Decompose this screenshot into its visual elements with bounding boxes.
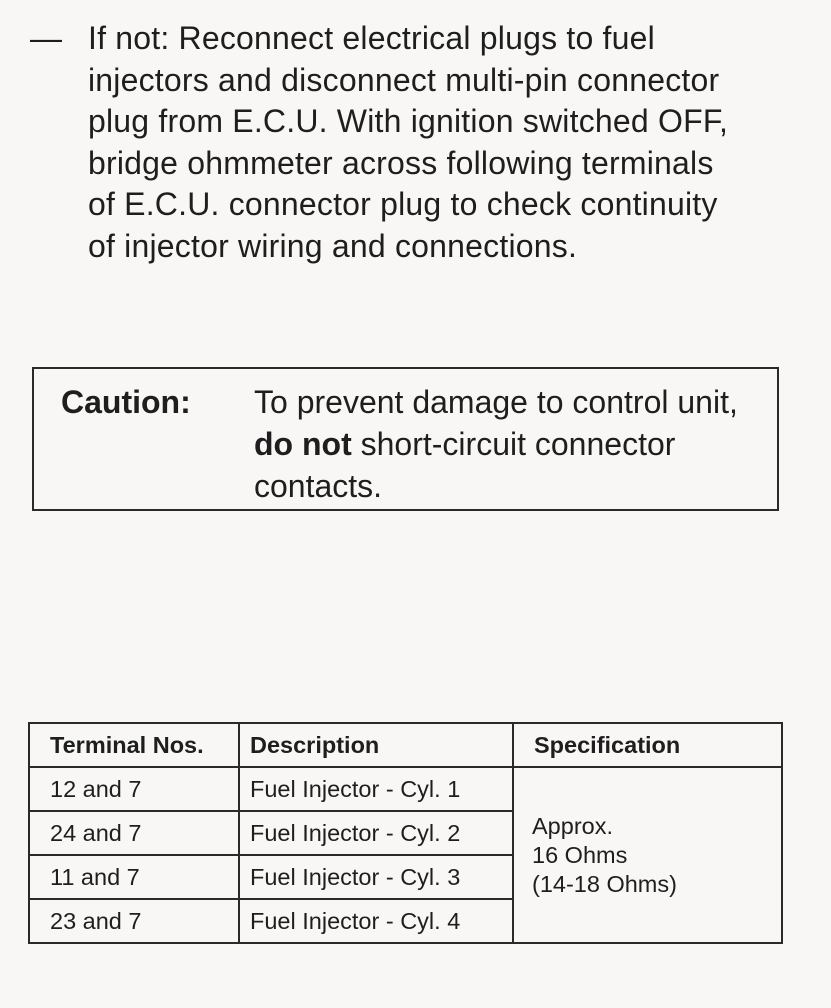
- caution-box: [32, 367, 779, 511]
- caution-line-2-rest: short-circuit connector: [351, 426, 676, 462]
- terminal-cell: 24 and 7: [29, 811, 239, 855]
- spec-line: (14-18 Ohms): [532, 870, 677, 897]
- header-terminal-nos: Terminal Nos.: [29, 723, 239, 767]
- specification-cell: [513, 767, 782, 943]
- terminal-cell: 11 and 7: [29, 855, 239, 899]
- caution-label: Caution:: [61, 384, 191, 420]
- instruction-line: If not: Reconnect electrical plugs to fuel: [88, 20, 655, 56]
- terminal-spec-table: [28, 722, 783, 944]
- table-header-row: [29, 723, 782, 767]
- terminal-cell: 23 and 7: [29, 899, 239, 943]
- instruction-line: injectors and disconnect multi-pin connector: [88, 61, 720, 98]
- instruction-text: [88, 18, 800, 267]
- caution-text: [254, 381, 777, 509]
- spec-line: 16 Ohms: [532, 841, 628, 868]
- description-cell: Fuel Injector - Cyl. 1: [239, 767, 513, 811]
- caution-line-2: [254, 423, 777, 465]
- instruction-step: [30, 18, 800, 267]
- instruction-line: of injector wiring and connections.: [88, 227, 578, 264]
- table-row: [29, 767, 782, 811]
- description-cell: Fuel Injector - Cyl. 3: [239, 855, 513, 899]
- header-specification: Specification: [513, 723, 782, 767]
- spec-line: Approx.: [532, 812, 613, 839]
- caution-line-3: contacts.: [254, 468, 383, 504]
- instruction-line: bridge ohmmeter across following terminals: [88, 144, 714, 181]
- description-cell: Fuel Injector - Cyl. 4: [239, 899, 513, 943]
- header-description: Description: [239, 723, 513, 767]
- caution-line-1: To prevent damage to control unit,: [254, 384, 738, 420]
- description-cell: Fuel Injector - Cyl. 2: [239, 811, 513, 855]
- terminal-cell: 12 and 7: [29, 767, 239, 811]
- dash-bullet: —: [30, 20, 63, 56]
- instruction-line: of E.C.U. connector plug to check continuity: [88, 186, 718, 222]
- instruction-line: plug from E.C.U. With ignition switched OFF,: [88, 103, 729, 139]
- caution-emphasis: do not: [254, 426, 352, 462]
